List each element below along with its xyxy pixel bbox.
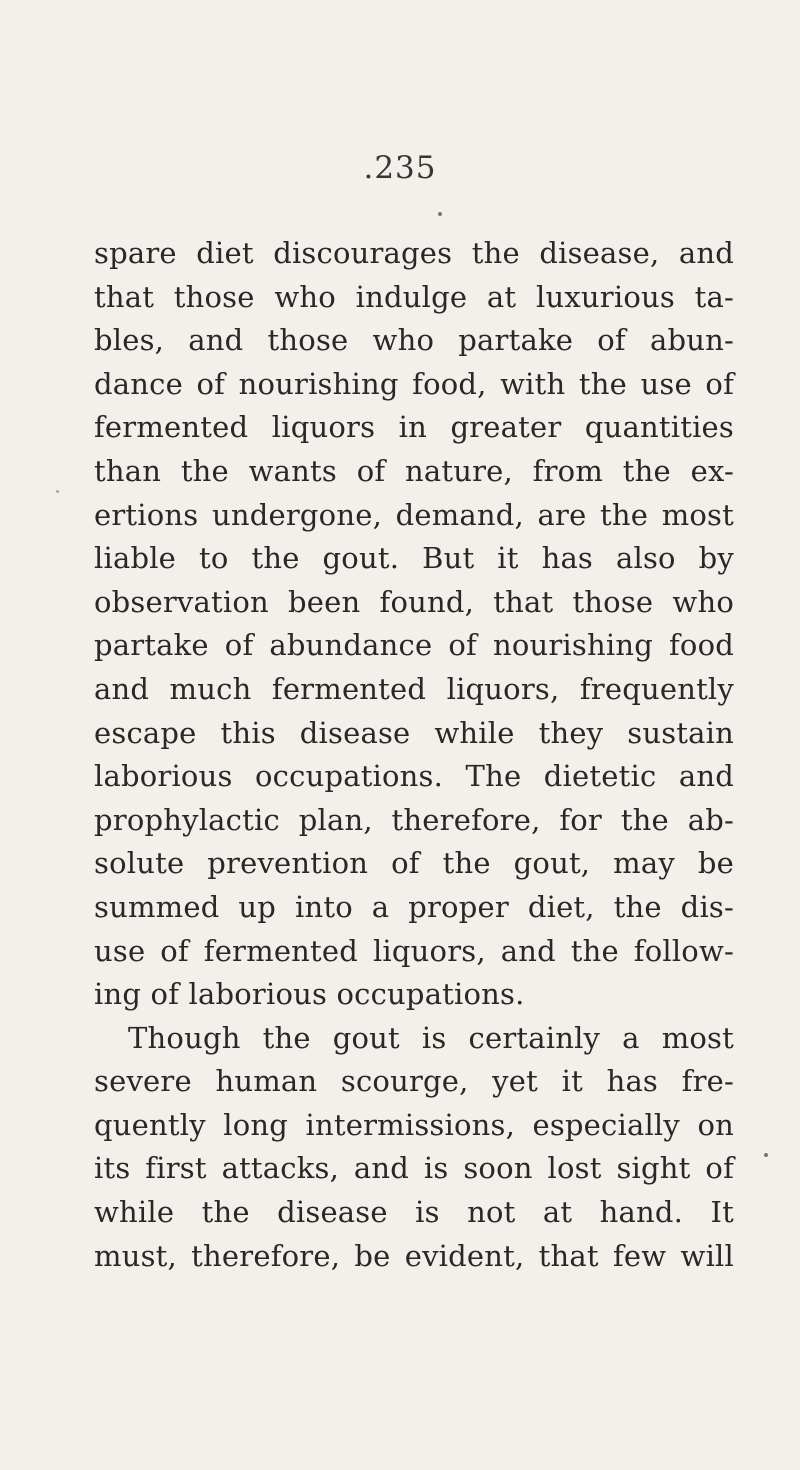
text-line: spare diet discourages the disease, and	[94, 236, 734, 270]
text-line: escape this disease while they sustain	[94, 715, 734, 750]
paper-speck	[764, 1153, 768, 1157]
text-line: quently long intermissions, especially on	[94, 1107, 734, 1142]
text-line: laborious occupations. The dietetic and	[94, 759, 734, 794]
text-line: that those who indulge at luxurious ta-	[94, 279, 734, 314]
text-line: prophylactic plan, therefore, for the ab-	[94, 802, 734, 837]
text-line: severe human scourge, yet it has fre-	[94, 1064, 734, 1099]
text-line: observation been found, that those who	[94, 584, 734, 619]
paper-speck	[438, 212, 442, 216]
text-line: bles, and those who partake of abun-	[94, 323, 734, 358]
text-line: fermented liquors in greater quantities	[94, 410, 734, 445]
text-line: liable to the gout. But it has also by	[94, 541, 734, 576]
text-line: partake of abundance of nourishing food	[94, 628, 734, 663]
text-line: summed up into a proper diet, the dis-	[94, 889, 734, 924]
text-line: ing of laborious occupations.	[94, 977, 525, 1012]
text-line: its first attacks, and is soon lost sight of	[94, 1151, 734, 1186]
text-line: ertions undergone, demand, are the most	[94, 497, 734, 532]
text-line: while the disease is not at hand. It	[94, 1195, 734, 1230]
page-number: .235	[363, 150, 437, 186]
text-line: dance of nourishing food, with the use of	[94, 366, 734, 401]
text-line: and much fermented liquors, frequently	[94, 671, 734, 706]
paper-speck	[56, 490, 59, 493]
body-text	[94, 232, 734, 1278]
text-line: must, therefore, be evident, that few will	[94, 1238, 734, 1273]
text-line: than the wants of nature, from the ex-	[94, 453, 734, 488]
text-line: use of fermented liquors, and the follow-	[94, 933, 734, 968]
text-line: Though the gout is certainly a most	[128, 1020, 734, 1055]
text-line: solute prevention of the gout, may be	[94, 846, 734, 881]
